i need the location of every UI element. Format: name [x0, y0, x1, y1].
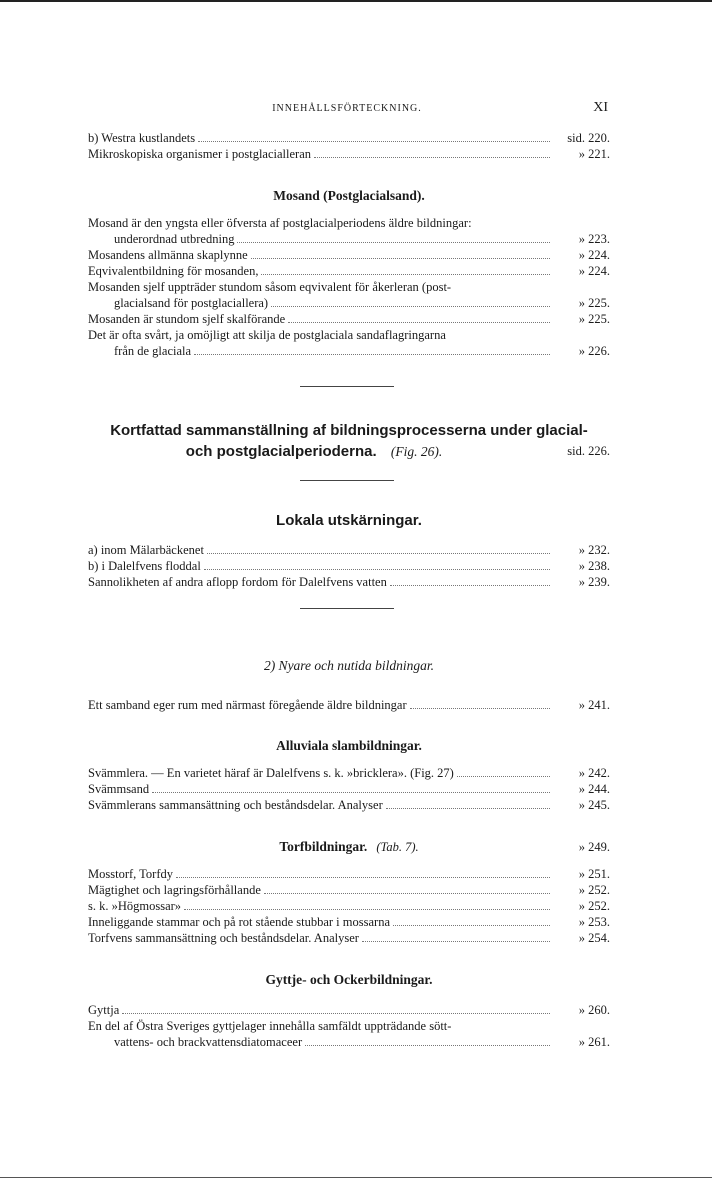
- torf-heading: Torfbildningar.: [279, 839, 368, 854]
- toc-entry-line: En del af Östra Sveriges gyttjelager innehålla samfäldt uppträdande sött-: [88, 1019, 452, 1033]
- section-heading-kortfattad: [88, 420, 610, 462]
- section-heading-torf: [88, 839, 610, 855]
- toc-entry: a) inom Mälarbäckenet » 232.: [88, 543, 610, 557]
- toc-entry: b) Westra kustlandets sid. 220.: [88, 131, 610, 145]
- figure-reference: (Fig. 26).: [390, 444, 443, 459]
- divider-rule: [300, 480, 394, 481]
- section-heading-gyttje: Gyttje- och Ockerbildningar.: [265, 972, 433, 987]
- toc-block-lokala: [88, 542, 610, 590]
- toc-entry: glacialsand för postglaciallera) » 225.: [114, 296, 610, 310]
- toc-entry: vattens- och brackvattensdiatomaceer » 261.: [114, 1035, 610, 1049]
- toc-entry: Svämmlerans sammansättning och beståndsdelar. Analyser » 245.: [88, 798, 610, 812]
- torf-heading-page: » 249.: [578, 840, 610, 854]
- toc-block-gyttje: [88, 1002, 610, 1050]
- toc-entry: Ett samband eger rum med närmast föregående äldre bildningar » 241.: [88, 698, 610, 712]
- toc-entry: Mägtighet och lagringsförhållande » 252.: [88, 883, 610, 897]
- header-title: INNEHÅLLSFÖRTECKNING.: [272, 103, 422, 114]
- toc-entry: b) i Dalelfvens floddal » 238.: [88, 559, 610, 573]
- divider-rule: [300, 608, 394, 609]
- toc-entry: Svämmsand » 244.: [88, 782, 610, 796]
- toc-entry: s. k. »Högmossar» » 252.: [88, 899, 610, 913]
- toc-entry: Eqvivalentbildning för mosanden, » 224.: [88, 264, 610, 278]
- toc-entry: Inneliggande stammar och på rot stående stubbar i mossarna » 253.: [88, 915, 610, 929]
- toc-block-nyare: [88, 697, 610, 713]
- toc-entry: Mikroskopiska organismer i postglacialleran » 221.: [88, 147, 610, 161]
- toc-block-1: [88, 130, 610, 162]
- toc-entry: Mosstorf, Torfdy » 251.: [88, 867, 610, 881]
- kortfattad-line-2: och postglacialperioderna.: [185, 443, 377, 460]
- toc-entry: Torfvens sammansättning och beståndsdelar. Analyser » 254.: [88, 931, 610, 945]
- table-reference: (Tab. 7).: [376, 840, 419, 854]
- toc-entry: Mosanden är stundom sjelf skalförande » 225.: [88, 312, 610, 326]
- toc-entry-line: Mosand är den yngsta eller öfversta af postglacialperiodens äldre bildningar:: [88, 216, 472, 230]
- scan-edge-bottom: [0, 1177, 712, 1178]
- toc-entry: Sannolikheten af andra aflopp fordom för Dalelfvens vatten » 239.: [88, 575, 610, 589]
- toc-block-torf: [88, 866, 610, 946]
- page-header: [86, 100, 608, 119]
- divider-rule: [300, 386, 394, 387]
- toc-block-alluviala: [88, 765, 610, 813]
- section-heading-mosand: Mosand (Postglacialsand).: [273, 188, 425, 203]
- toc-entry-line: Mosanden sjelf uppträder stundom såsom eqvivalent för åkerleran (post-: [88, 280, 452, 294]
- toc-entry: underordnad utbredning » 223.: [114, 232, 610, 246]
- section-heading-nyare: 2) Nyare och nutida bildningar.: [263, 658, 435, 673]
- toc-entry: Gyttja » 260.: [88, 1003, 610, 1017]
- section-heading-alluviala: Alluviala slambildningar.: [276, 738, 422, 753]
- kortfattad-line-1: Kortfattad sammanställning af bildningsprocesserna under glacial-: [110, 422, 588, 439]
- kortfattad-page: sid. 226.: [567, 444, 610, 458]
- toc-entry: Svämmlera. — En varietet häraf är Dalelfvens s. k. »bricklera». (Fig. 27) » 242.: [88, 766, 610, 780]
- section-heading-lokala: Lokala utskärningar.: [276, 512, 422, 529]
- toc-entry: från de glaciala » 226.: [114, 344, 610, 358]
- toc-block-mosand: [88, 215, 610, 359]
- page-number: XI: [593, 100, 608, 115]
- toc-entry: Mosandens allmänna skaplynne » 224.: [88, 248, 610, 262]
- scan-edge-top: [0, 0, 712, 2]
- toc-entry-line: Det är ofta svårt, ja omöjligt att skilja de postglaciala sandaflagringarna: [88, 328, 446, 342]
